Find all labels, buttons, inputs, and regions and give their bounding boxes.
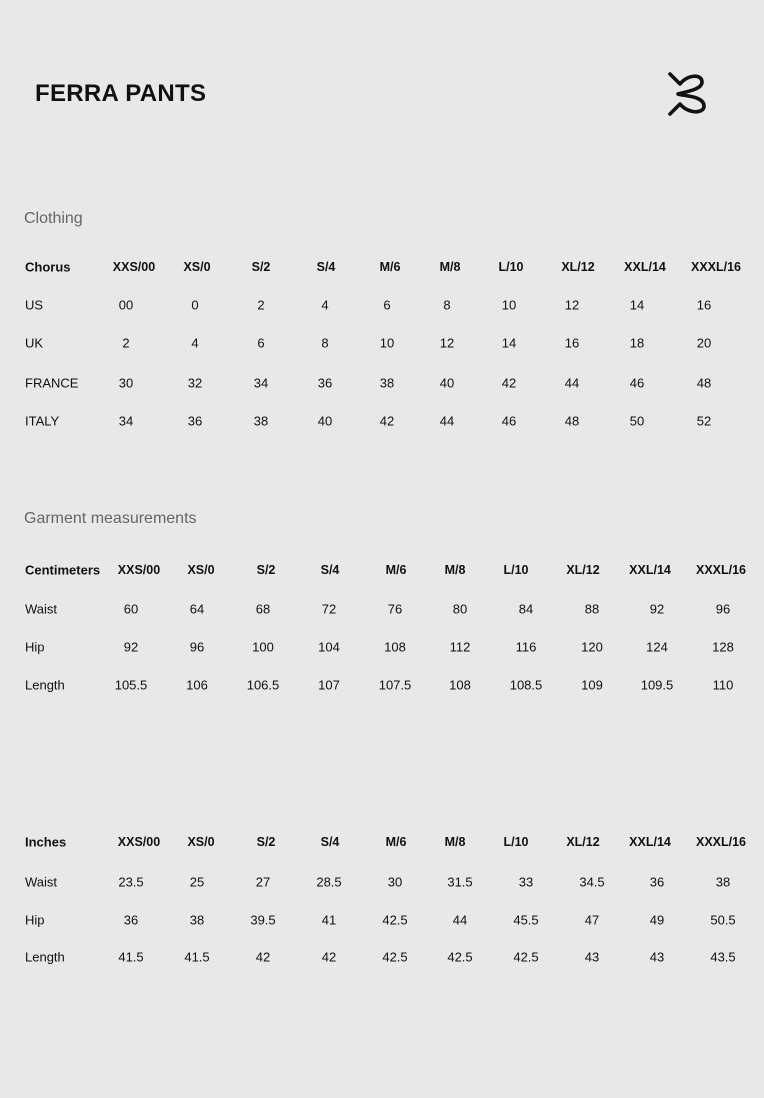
table-cell: 100 xyxy=(252,639,274,655)
size-header: S/2 xyxy=(256,563,276,577)
size-header: XL/12 xyxy=(566,563,600,577)
size-header: S/2 xyxy=(256,835,276,849)
size-header: XXS/00 xyxy=(117,563,161,577)
table-cell: 6 xyxy=(383,297,391,313)
table-cell: 88 xyxy=(584,601,600,617)
size-header: XXL/14 xyxy=(624,260,666,274)
table-cell: 96 xyxy=(189,639,205,655)
table-cell: 107.5 xyxy=(378,677,412,693)
row-label: UK xyxy=(25,335,44,351)
size-header: XXXL/16 xyxy=(695,835,747,849)
size-header: XXXL/16 xyxy=(690,260,742,274)
table-cell: 41 xyxy=(321,912,337,928)
table-cell: 4 xyxy=(321,297,329,313)
table-cell: 34 xyxy=(253,375,269,391)
size-header: XXL/14 xyxy=(629,563,671,577)
table-cell: 107 xyxy=(318,677,340,693)
table-cell: 12 xyxy=(439,335,455,351)
table-cell: 42 xyxy=(379,413,395,429)
row-label: US xyxy=(25,297,44,313)
table-cell: 0 xyxy=(191,297,199,313)
table-cell: 43 xyxy=(584,949,600,965)
table-cell: 120 xyxy=(581,639,603,655)
table-cell: 30 xyxy=(387,874,403,890)
table-cell: 41.5 xyxy=(184,949,210,965)
table-cell: 108 xyxy=(449,677,471,693)
table-cell: 42.5 xyxy=(447,949,473,965)
row-label: Length xyxy=(25,949,65,965)
size-header: M/8 xyxy=(444,563,466,577)
table-cell: 50 xyxy=(629,413,645,429)
table-cell: 84 xyxy=(518,601,534,617)
table-cell: 34 xyxy=(118,413,134,429)
table-cell: 44 xyxy=(452,912,468,928)
table-cell: 10 xyxy=(501,297,517,313)
table-cell: 106 xyxy=(186,677,208,693)
table-cell: 42.5 xyxy=(382,912,408,928)
table-cell: 46 xyxy=(629,375,645,391)
table-cell: 42 xyxy=(501,375,517,391)
size-header: XS/0 xyxy=(183,260,211,274)
table-cell: 52 xyxy=(696,413,712,429)
table-cell: 36 xyxy=(187,413,203,429)
table-cell: 109 xyxy=(581,677,603,693)
table-cell: 92 xyxy=(123,639,139,655)
table-corner-label: Chorus xyxy=(25,259,71,275)
table-cell: 8 xyxy=(321,335,329,351)
table-cell: 76 xyxy=(387,601,403,617)
table-cell: 110 xyxy=(712,677,734,693)
table-cell: 25 xyxy=(189,874,205,890)
table-cell: 104 xyxy=(318,639,340,655)
table-cell: 92 xyxy=(649,601,665,617)
table-corner-label: Inches xyxy=(25,834,67,850)
table-cell: 12 xyxy=(564,297,580,313)
loop-c-logo-icon xyxy=(664,70,710,118)
table-cell: 20 xyxy=(696,335,712,351)
table-cell: 2 xyxy=(257,297,265,313)
table-cell: 124 xyxy=(646,639,668,655)
table-cell: 44 xyxy=(439,413,455,429)
size-header: XS/0 xyxy=(187,563,215,577)
row-label: Hip xyxy=(25,912,45,928)
size-header: M/8 xyxy=(444,835,466,849)
table-cell: 14 xyxy=(629,297,645,313)
table-cell: 2 xyxy=(122,335,130,351)
table-cell: 96 xyxy=(715,601,731,617)
table-cell: 43.5 xyxy=(710,949,736,965)
size-header: S/4 xyxy=(320,563,340,577)
table-cell: 80 xyxy=(452,601,468,617)
row-label: FRANCE xyxy=(25,375,79,391)
table-cell: 50.5 xyxy=(710,912,736,928)
table-cell: 108 xyxy=(384,639,406,655)
size-header: S/2 xyxy=(251,260,271,274)
table-cell: 14 xyxy=(501,335,517,351)
table-cell: 116 xyxy=(515,639,537,655)
table-cell: 43 xyxy=(649,949,665,965)
table-cell: 46 xyxy=(501,413,517,429)
table-cell: 38 xyxy=(715,874,731,890)
table-cell: 4 xyxy=(191,335,199,351)
table-cell: 28.5 xyxy=(316,874,342,890)
table-cell: 30 xyxy=(118,375,134,391)
page-title: FERRA PANTS xyxy=(35,80,207,107)
size-header: XL/12 xyxy=(561,260,595,274)
size-header: XXL/14 xyxy=(629,835,671,849)
row-label: Length xyxy=(25,677,65,693)
table-cell: 44 xyxy=(564,375,580,391)
table-cell: 68 xyxy=(255,601,271,617)
table-cell: 108.5 xyxy=(509,677,543,693)
table-cell: 16 xyxy=(564,335,580,351)
table-cell: 38 xyxy=(253,413,269,429)
table-cell: 00 xyxy=(118,297,134,313)
table-cell: 32 xyxy=(187,375,203,391)
row-label: Waist xyxy=(25,601,58,617)
table-cell: 42 xyxy=(321,949,337,965)
table-cell: 27 xyxy=(255,874,271,890)
size-header: M/8 xyxy=(439,260,461,274)
table-cell: 105.5 xyxy=(114,677,148,693)
table-cell: 18 xyxy=(629,335,645,351)
size-header: M/6 xyxy=(385,563,407,577)
size-header: L/10 xyxy=(498,260,524,274)
table-cell: 33 xyxy=(518,874,534,890)
table-cell: 112 xyxy=(449,639,471,655)
table-corner-label: Centimeters xyxy=(25,562,101,578)
row-label: Waist xyxy=(25,874,58,890)
size-header: XL/12 xyxy=(566,835,600,849)
table-cell: 45.5 xyxy=(513,912,539,928)
table-cell: 8 xyxy=(443,297,451,313)
table-cell: 64 xyxy=(189,601,205,617)
table-cell: 109.5 xyxy=(640,677,674,693)
table-cell: 36 xyxy=(649,874,665,890)
table-cell: 36 xyxy=(123,912,139,928)
table-cell: 40 xyxy=(439,375,455,391)
table-cell: 48 xyxy=(564,413,580,429)
table-cell: 6 xyxy=(257,335,265,351)
row-label: ITALY xyxy=(25,413,60,429)
table-cell: 49 xyxy=(649,912,665,928)
table-cell: 42.5 xyxy=(382,949,408,965)
size-header: M/6 xyxy=(385,835,407,849)
row-label: Hip xyxy=(25,639,45,655)
size-header: XS/0 xyxy=(187,835,215,849)
size-header: M/6 xyxy=(379,260,401,274)
table-cell: 23.5 xyxy=(118,874,144,890)
table-cell: 42 xyxy=(255,949,271,965)
table-cell: 60 xyxy=(123,601,139,617)
table-cell: 10 xyxy=(379,335,395,351)
size-header: S/4 xyxy=(316,260,336,274)
table-cell: 41.5 xyxy=(118,949,144,965)
section-title: Clothing xyxy=(24,210,83,227)
table-cell: 34.5 xyxy=(579,874,605,890)
table-cell: 42.5 xyxy=(513,949,539,965)
table-cell: 128 xyxy=(712,639,734,655)
table-cell: 38 xyxy=(189,912,205,928)
table-cell: 47 xyxy=(584,912,600,928)
table-cell: 38 xyxy=(379,375,395,391)
table-cell: 48 xyxy=(696,375,712,391)
table-cell: 106.5 xyxy=(246,677,280,693)
size-header: XXXL/16 xyxy=(695,563,747,577)
table-cell: 40 xyxy=(317,413,333,429)
table-cell: 16 xyxy=(696,297,712,313)
size-header: L/10 xyxy=(503,835,529,849)
table-cell: 39.5 xyxy=(250,912,276,928)
section-title: Garment measurements xyxy=(24,510,197,527)
table-cell: 72 xyxy=(321,601,337,617)
table-cell: 31.5 xyxy=(447,874,473,890)
size-header: S/4 xyxy=(320,835,340,849)
size-header: XXS/00 xyxy=(112,260,156,274)
size-header: XXS/00 xyxy=(117,835,161,849)
size-header: L/10 xyxy=(503,563,529,577)
table-cell: 36 xyxy=(317,375,333,391)
